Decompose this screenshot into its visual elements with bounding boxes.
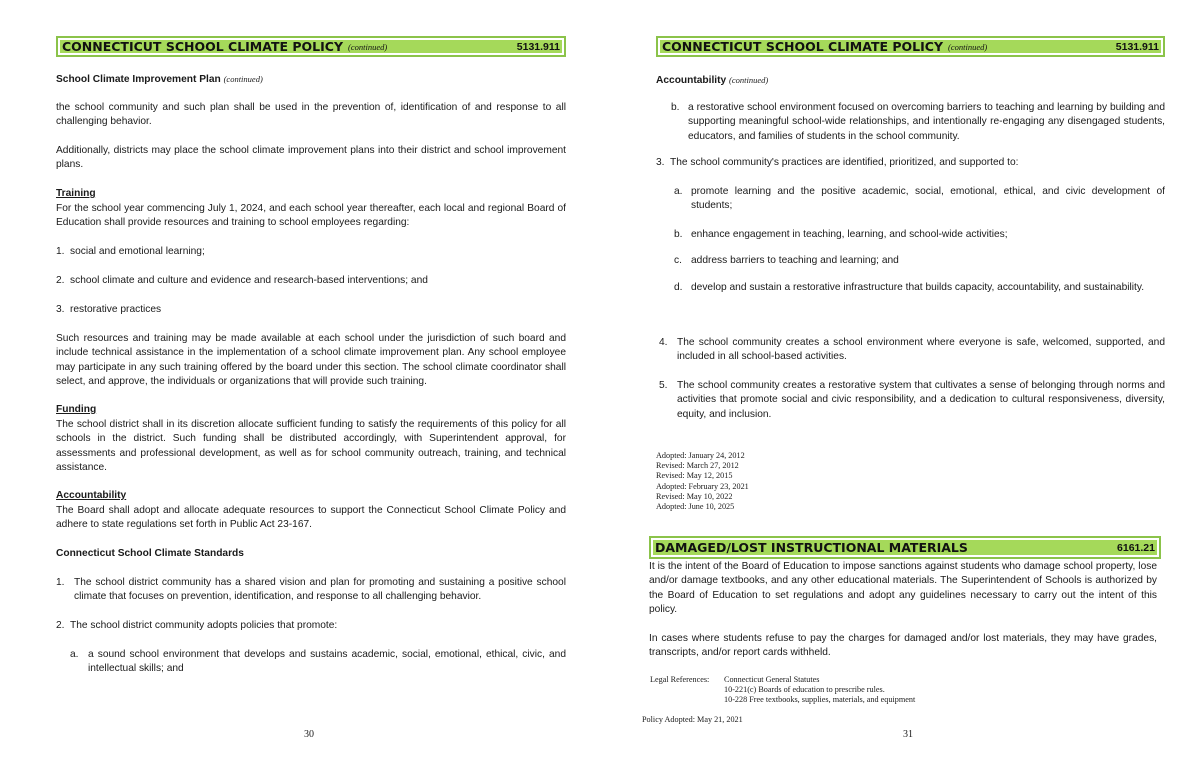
list-text: a restorative school environment focused on overcoming barriers to teaching and learning by building and supporting meaningful school-wide relationships, and intentionally re-engaging any disengaged students, educators, and families of students in the school community. — [688, 102, 1165, 142]
history-line: Adopted: January 24, 2012 — [656, 451, 745, 460]
list-letter: a. — [70, 649, 79, 660]
policy-code: 5131.911 — [516, 40, 560, 53]
list-text: develop and sustain a restorative infrastructure that builds capacity, accountability, and sustainability. — [691, 282, 1145, 293]
list-subitem — [674, 254, 1165, 268]
list-number: 1. — [56, 246, 65, 257]
paragraph: Such resources and training may be made available at each school under the jurisdiction of such board and include technical assistance in the implementation of a school climate improvement plan. Any school employee may participate in any such training offered by the board under this section. The school climate coordinator shall select, and approve, the individuals or organizations that will provide such training. — [56, 333, 566, 387]
list-item — [56, 619, 566, 633]
list-item — [56, 576, 566, 605]
list-item — [659, 336, 1165, 365]
legal-line: 10-221(c) Boards of education to prescribe rules. — [724, 685, 885, 695]
policy-code: 5131.911 — [1115, 40, 1159, 53]
standards-heading: Connecticut School Climate Standards — [56, 548, 244, 559]
subheading-continued: (continued) — [223, 74, 263, 84]
list-number: 3. — [56, 304, 65, 315]
training-heading: Training — [56, 188, 96, 199]
paragraph: The Board shall adopt and allocate adequate resources to support the Connecticut School Climate Policy and adhere to state regulations set forth in Public Act 23-167. — [56, 505, 566, 531]
legal-line: Connecticut General Statutes — [724, 675, 820, 684]
list-subitem — [671, 101, 1165, 144]
list-text: The school district community adopts policies that promote: — [70, 620, 338, 631]
section-subheading — [56, 72, 566, 87]
list-item — [659, 379, 1165, 422]
subheading-title: Accountability — [656, 75, 727, 86]
paragraph: the school community and such plan shall be used in the prevention of, identification of and response to all challenging behavior. — [56, 102, 566, 128]
list-text: enhance engagement in teaching, learning, and school-wide activities; — [691, 229, 1008, 240]
banner-title: CONNECTICUT SCHOOL CLIMATE POLICY — [662, 39, 943, 54]
list-letter: c. — [674, 255, 682, 266]
policy-banner — [656, 36, 1165, 57]
list-subitem — [674, 281, 1165, 295]
list-text: social and emotional learning; — [70, 246, 205, 257]
legal-label: Legal References: — [650, 675, 710, 684]
paragraph: For the school year commencing July 1, 2024, and each school year thereafter, each local and regional Board of Education shall provide resources and training to school employees regarding: — [56, 203, 566, 229]
section-subheading — [656, 73, 1165, 88]
policy-banner — [56, 36, 566, 57]
right-page — [640, 0, 1165, 776]
list-subitem — [674, 228, 1165, 242]
policy-banner-damaged — [649, 536, 1161, 559]
policy-code: 6161.21 — [1117, 541, 1155, 554]
page-number: 31 — [903, 729, 913, 740]
list-number: 4. — [659, 337, 668, 348]
banner-continued: (continued) — [948, 41, 988, 52]
list-number: 2. — [56, 275, 65, 286]
list-text: restorative practices — [70, 304, 162, 315]
list-text: The school community's practices are identified, prioritized, and supported to: — [670, 157, 1019, 168]
list-text: The school district community has a shared vision and plan for promoting and sustaining a positive school climate that focuses on prevention, identification, and response to all challenging behavior. — [74, 577, 566, 603]
history-line: Adopted: June 10, 2025 — [656, 502, 735, 512]
history-line: Revised: May 10, 2022 — [656, 491, 733, 501]
paragraph: Additionally, districts may place the school climate improvement plans into their district and school improvement plans. — [56, 145, 566, 171]
list-item — [56, 303, 566, 317]
page-number: 30 — [304, 729, 314, 740]
paragraph: In cases where students refuse to pay the charges for damaged and/or lost materials, they may have grades, transcripts, and/or report cards withheld. — [649, 633, 1157, 659]
list-letter: a. — [674, 186, 683, 197]
subheading-title: School Climate Improvement Plan — [56, 74, 221, 85]
list-subitem — [674, 185, 1165, 214]
list-letter: d. — [674, 282, 683, 293]
paragraph: It is the intent of the Board of Education to impose sanctions against students who damage school property, lose and/or damage textbooks, and any other educational materials. The Superintendent of Schools is authorized by the Board of Education to set regulations and adopt any guidelines necessary to carry out the intent of this policy. — [649, 561, 1157, 615]
paragraph: The school district shall in its discretion allocate sufficient funding to satisfy the requirements of this policy for all schools in the district. Such funding shall be distributed accordingly, with Superintendent approval, for assessments and professional development, as well as for school community outreach, training, and technical assistance. — [56, 419, 566, 473]
list-letter: b. — [674, 229, 683, 240]
list-number: 2. — [56, 620, 65, 631]
list-item — [56, 245, 566, 259]
list-letter: b. — [671, 102, 680, 113]
history-line: Revised: March 27, 2012 — [656, 461, 739, 471]
policy-adopted-date: Policy Adopted: May 21, 2021 — [642, 715, 743, 724]
list-text: promote learning and the positive academic, social, emotional, ethical, and civic development of students; — [691, 186, 1165, 212]
funding-heading: Funding — [56, 404, 97, 415]
list-text: school climate and culture and evidence and research-based interventions; and — [70, 275, 428, 286]
list-number: 5. — [659, 380, 668, 391]
accountability-heading: Accountability — [56, 490, 127, 501]
subheading-continued: (continued) — [729, 75, 769, 85]
adoption-history — [656, 451, 749, 512]
list-text: address barriers to teaching and learning; and — [691, 255, 899, 266]
banner-continued: (continued) — [348, 41, 388, 52]
list-text: a sound school environment that develops and sustains academic, social, emotional, ethical, civic, and intellectual skills; and — [88, 649, 566, 675]
banner-title: CONNECTICUT SCHOOL CLIMATE POLICY — [62, 39, 343, 54]
legal-line: 10-228 Free textbooks, supplies, materials, and equipment — [724, 695, 916, 705]
left-page — [56, 0, 566, 776]
list-text: The school community creates a school environment where everyone is safe, welcomed, supported, and included in all school-based activities. — [677, 337, 1165, 363]
list-text: The school community creates a restorative system that cultivates a sense of belonging through norms and activities that promote social and civic responsibility, and a dedication to cultural responsiveness, diversity, equity, and inclusion. — [677, 380, 1165, 420]
list-subitem — [70, 648, 566, 677]
history-line: Adopted: February 23, 2021 — [656, 481, 749, 491]
list-item — [656, 156, 1165, 170]
banner-title: DAMAGED/LOST INSTRUCTIONAL MATERIALS — [655, 540, 968, 555]
legal-lines — [724, 675, 915, 706]
history-line: Revised: May 12, 2015 — [656, 471, 733, 481]
list-item — [56, 274, 566, 288]
list-number: 1. — [56, 577, 65, 588]
list-number: 3. — [656, 157, 665, 168]
